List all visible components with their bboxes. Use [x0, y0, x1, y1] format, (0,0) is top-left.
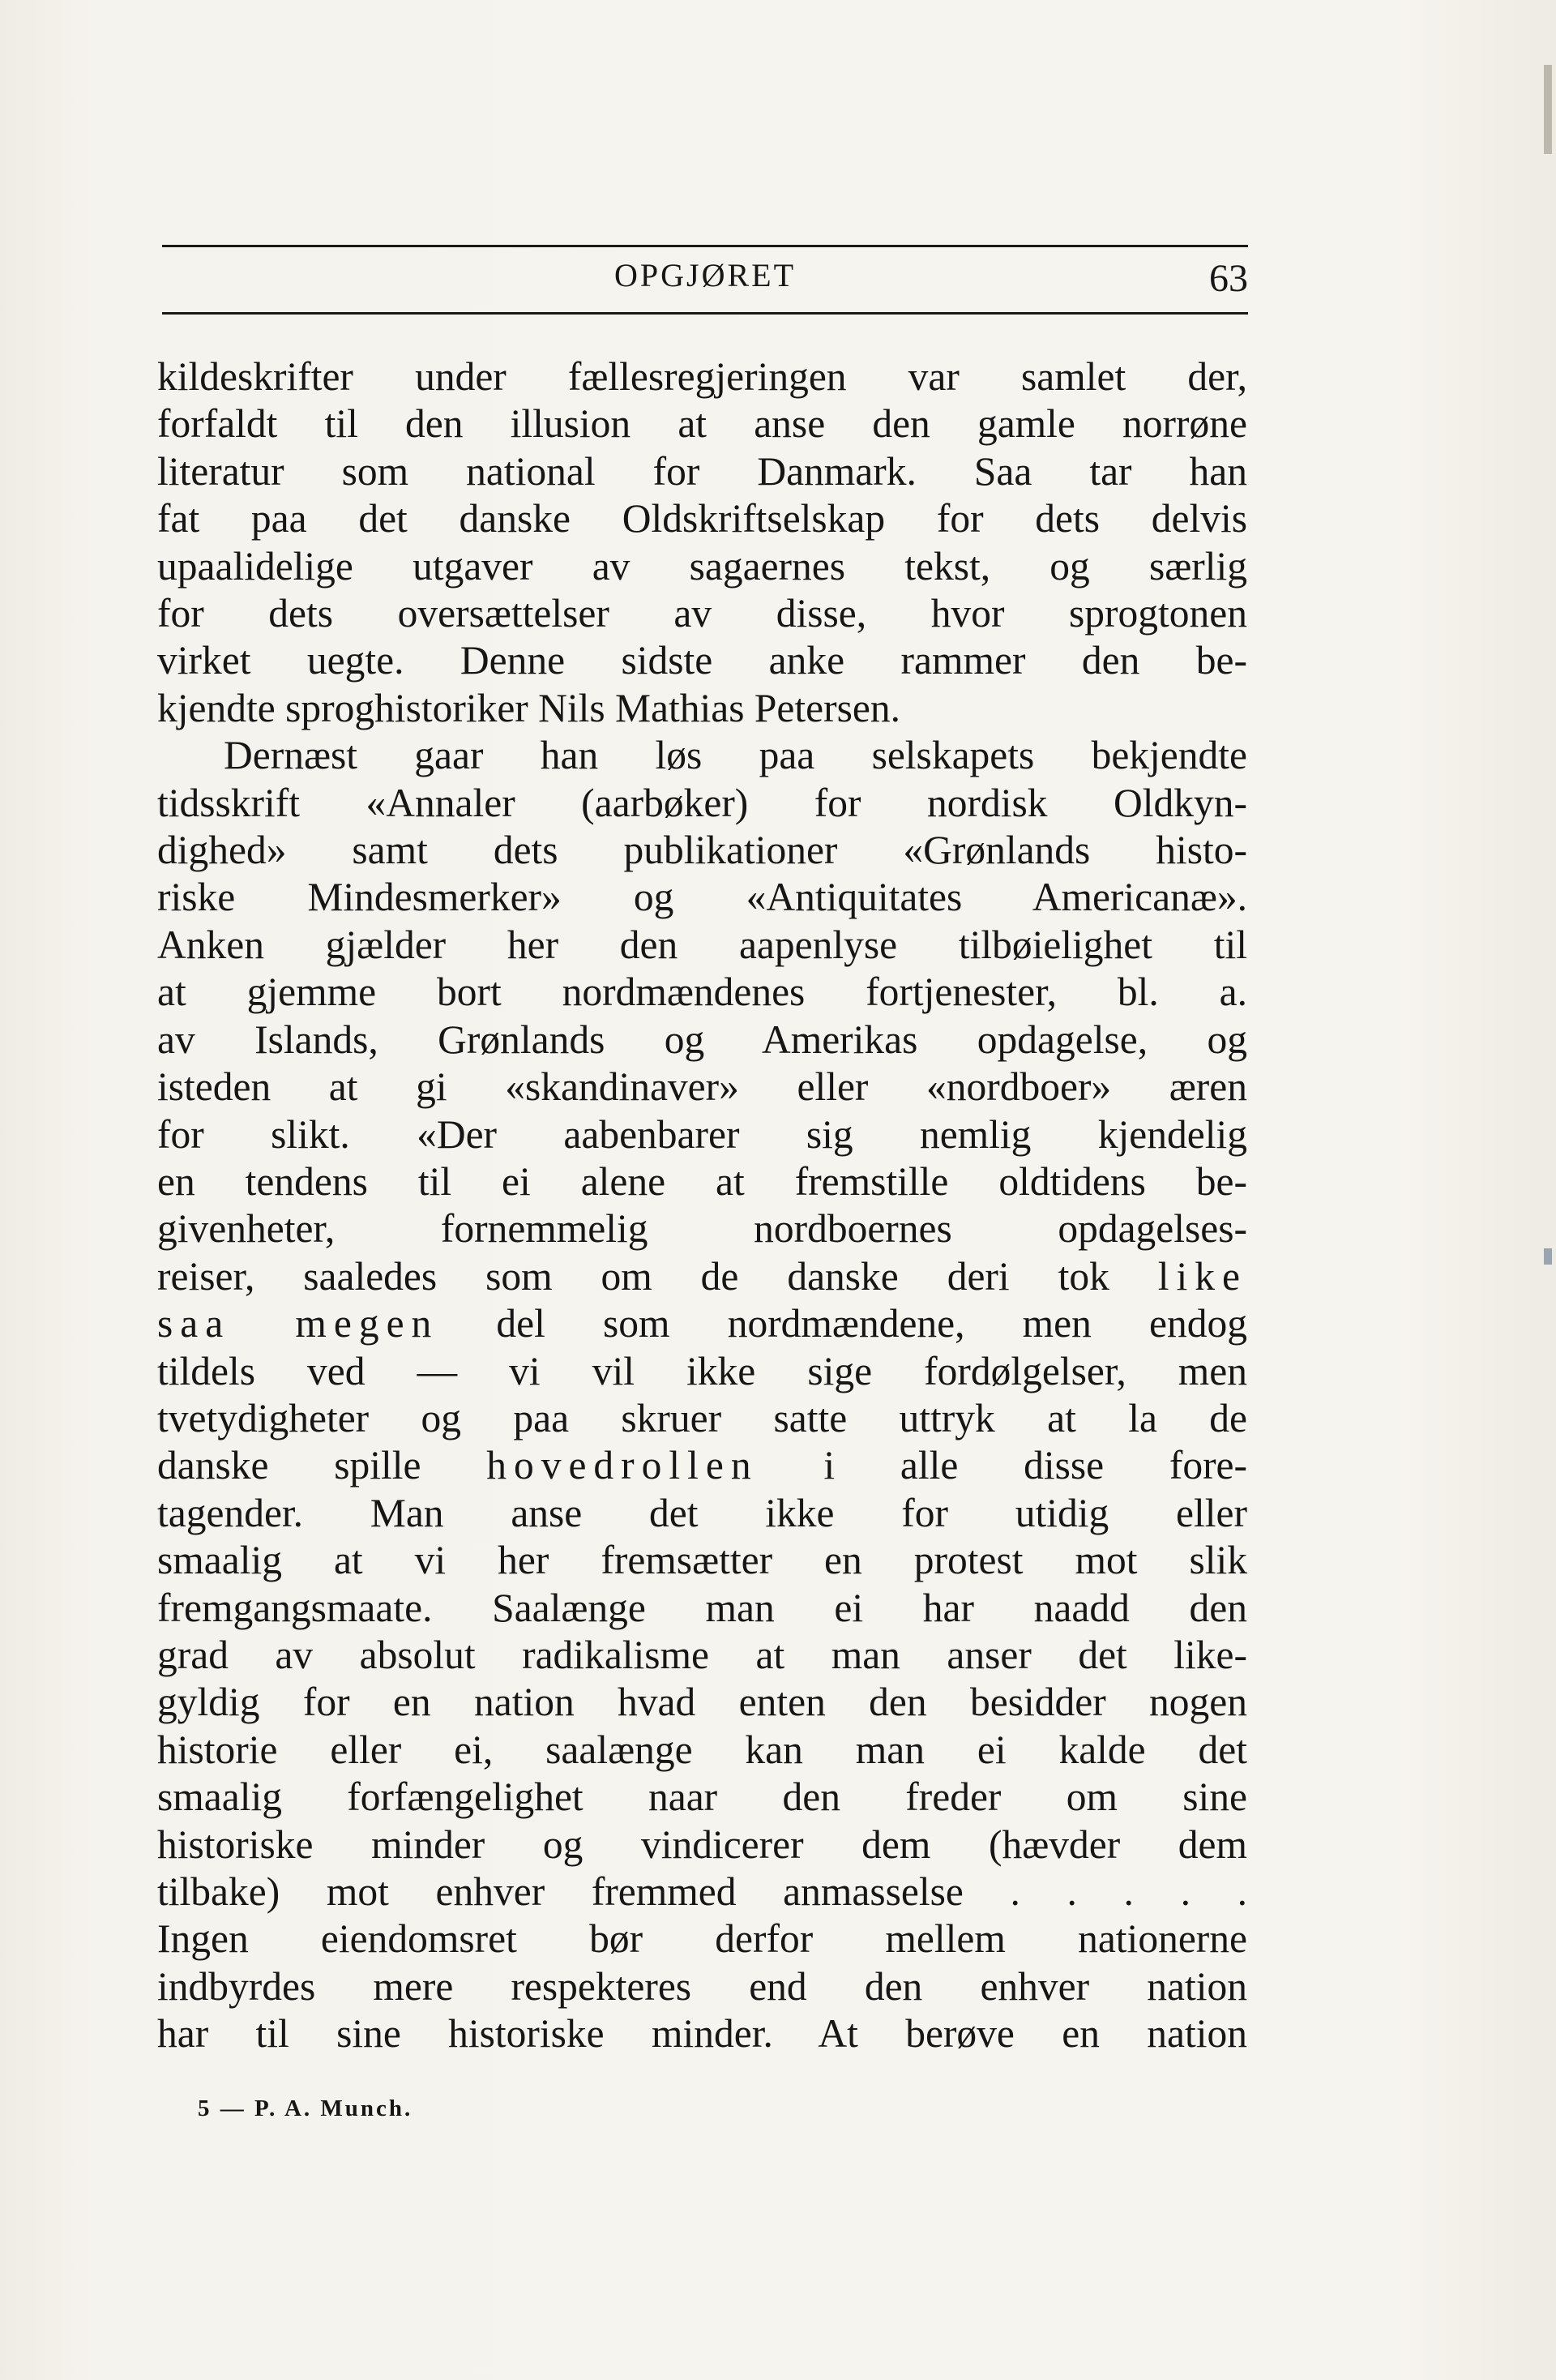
text-fragment: danske spille [157, 1443, 487, 1488]
text-line: historiske minder og vindicerer dem (hævder dem [157, 1821, 1247, 1867]
text-fragment: reiser, saaledes som om de danske deri tok [157, 1253, 1158, 1299]
text-line: smaalig forfængelighet naar den freder om sine [157, 1774, 1247, 1820]
text-line: fremgangsmaate. Saalænge man ei har naadd den [157, 1585, 1247, 1630]
text-line: har til sine historiske minder. At berøve en nation [157, 2011, 1247, 2057]
text-line: Anken gjælder her den aapenlyse tilbøielighet til [157, 922, 1247, 967]
text-line: av Islands, Grønlands og Amerikas opdagelse, og [157, 1017, 1247, 1062]
text-line: givenheter, fornemmelig nordboernes opdagelses- [157, 1206, 1247, 1252]
emphasized-phrase: saa megen [157, 1301, 439, 1346]
text-line: upaalidelige utgaver av sagaernes tekst, og særlig [157, 543, 1247, 589]
text-line: fat paa det danske Oldskriftselskap for dets delvis [157, 496, 1247, 541]
text-line: historie eller ei, saalænge kan man ei kalde det [157, 1727, 1247, 1772]
text-line: riske Mindesmerker» og «Antiquitates Americanæ». [157, 875, 1247, 920]
emphasized-word: like [1157, 1253, 1247, 1299]
text-line: literatur som national for Danmark. Saa tar han [157, 448, 1247, 494]
text-line: at gjemme bort nordmændenes fortjenester, bl. a. [157, 970, 1247, 1015]
text-line: tidsskrift «Annaler (aarbøker) for nordisk Oldkyn- [157, 780, 1247, 825]
text-line [157, 1442, 1247, 1489]
text-line: smaalig at vi her fremsætter en protest mot slik [157, 1538, 1247, 1583]
text-line [157, 1300, 1247, 1347]
text-line: indbyrdes mere respekteres end den enhver nation [157, 1963, 1247, 2009]
header-rule-bottom [162, 312, 1248, 315]
text-line: gyldig for en nation hvad enten den besidder nogen [157, 1680, 1247, 1725]
emphasized-word: hovedrollen [486, 1443, 759, 1488]
text-line: Ingen eiendomsret bør derfor mellem nationerne [157, 1916, 1247, 1962]
signature-mark: 5 — P. A. Munch. [198, 2095, 413, 2121]
page-number: 63 [1209, 257, 1248, 300]
text-line: en tendens til ei alene at fremstille oldtidens be- [157, 1158, 1247, 1204]
body-text [157, 353, 1247, 2058]
text-line: isteden at gi «skandinaver» eller «nordboer» æren [157, 1064, 1247, 1110]
text-line [157, 1253, 1247, 1300]
page-edge-shadow [1544, 65, 1552, 154]
page-edge-tab [1544, 1248, 1552, 1265]
header-rule-top [162, 245, 1248, 247]
text-line: for dets oversættelser av disse, hvor sprogtonen [157, 591, 1247, 636]
text-line: dighed» samt dets publikationer «Grønlands histo- [157, 828, 1247, 873]
running-title: OPGJØRET [613, 257, 797, 293]
paragraph-start-line: Dernæst gaar han løs paa selskapets bekjendte [224, 733, 1247, 778]
text-line: kjendte sproghistoriker Nils Mathias Petersen. [157, 685, 900, 730]
text-line: tilbake) mot enhver fremmed anmasselse . . . . . [157, 1869, 1247, 1914]
text-line: forfaldt til den illusion at anse den gamle norrøne [157, 401, 1247, 447]
text-line: grad av absolut radikalisme at man anser det like- [157, 1632, 1247, 1677]
text-line: tvetydigheter og paa skruer satte uttryk at la de [157, 1395, 1247, 1440]
text-fragment: del som nordmændene, men endog [438, 1301, 1247, 1346]
text-line: for slikt. «Der aabenbarer sig nemlig kjendelig [157, 1111, 1247, 1157]
text-line: kildeskrifter under fællesregjeringen var samlet der, [157, 354, 1247, 399]
text-line: tagender. Man anse det ikke for utidig eller [157, 1490, 1247, 1535]
text-fragment: i alle disse fore- [758, 1443, 1248, 1488]
text-line: virket uegte. Denne sidste anke rammer den be- [157, 638, 1247, 683]
text-line: tildels ved — vi vil ikke sige fordølgelser, men [157, 1348, 1247, 1393]
